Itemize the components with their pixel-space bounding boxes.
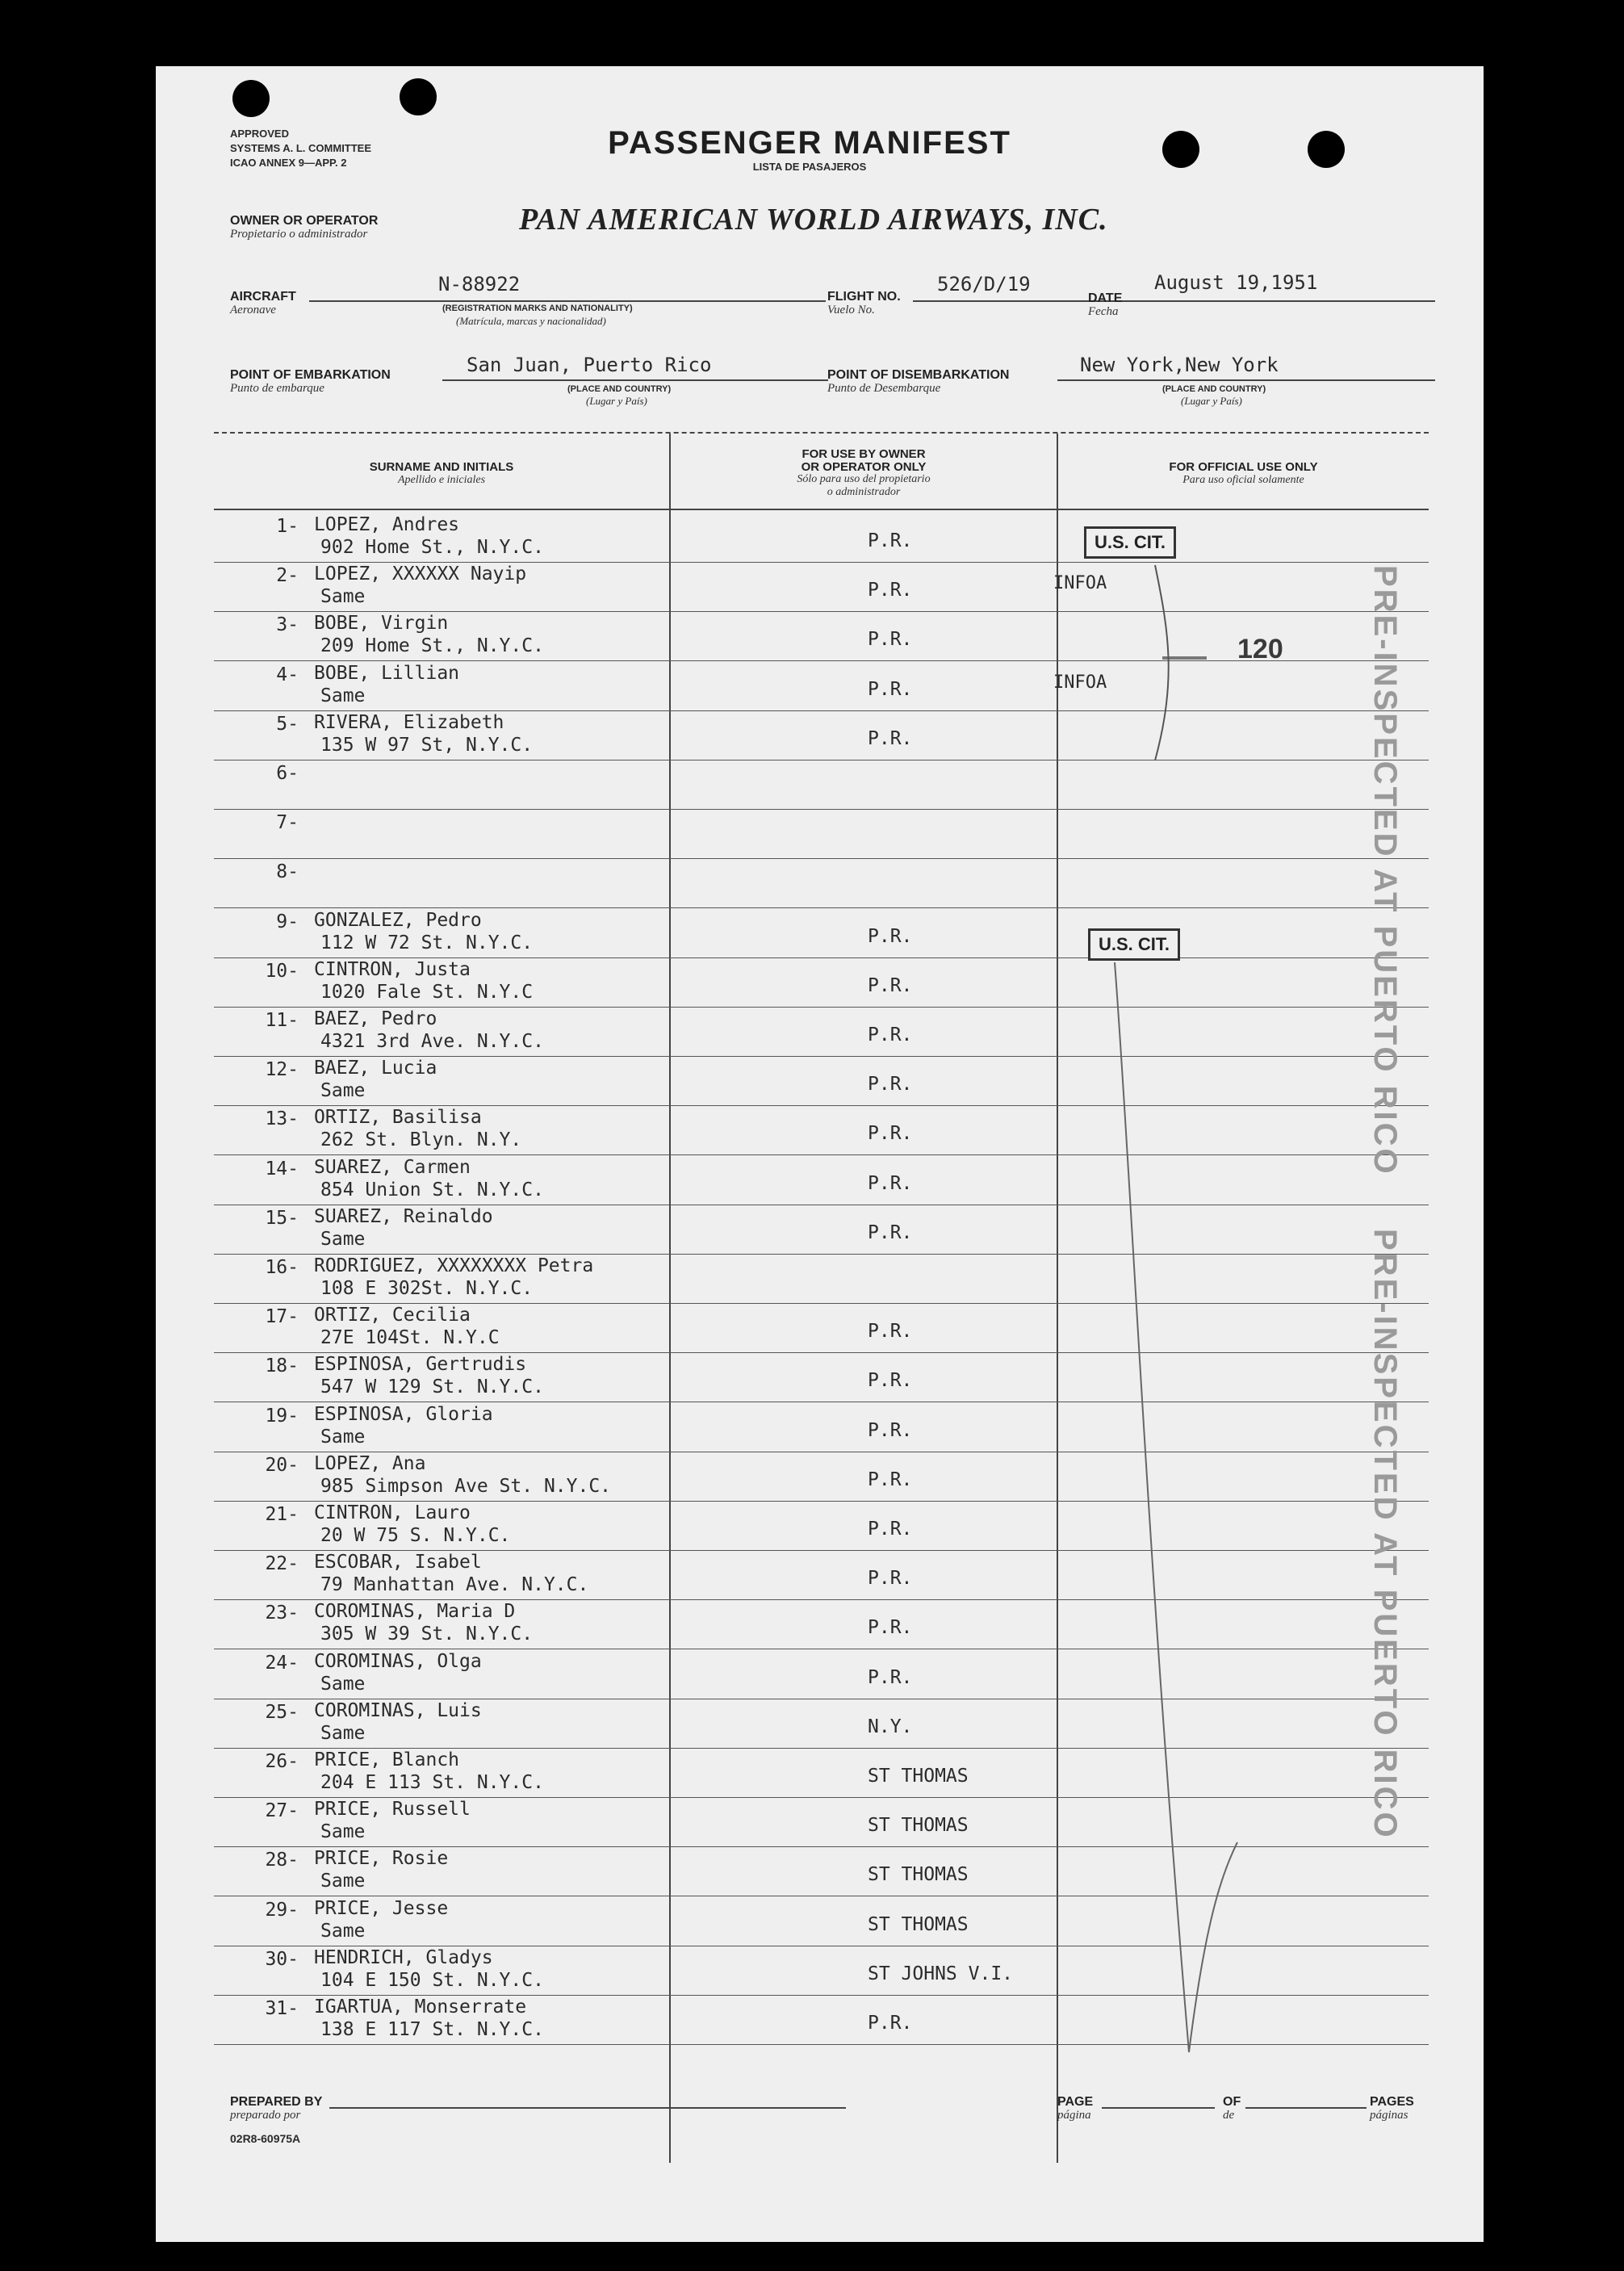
owner-use-entry: P.R. xyxy=(868,1666,913,1688)
passenger-name: CINTRON, Lauro xyxy=(314,1502,471,1523)
passenger-name: ORTIZ, Cecilia xyxy=(314,1305,471,1326)
passenger-name: HENDRICH, Gladys xyxy=(314,1946,493,1968)
disembark-value: New York,New York xyxy=(1080,354,1279,376)
owner-use-entry: ST THOMAS xyxy=(868,1864,969,1886)
embark-place-note: (PLACE AND COUNTRY) xyxy=(567,384,672,394)
disembark-place-note-es: (Lugar y País) xyxy=(1181,395,1242,407)
passenger-name: RODRIGUEZ, XXXXXXXX Petra xyxy=(314,1255,594,1276)
column-header-surname: SURNAME AND INITIALS xyxy=(369,460,514,474)
column-header-surname-es: Apellido e iniciales xyxy=(397,474,486,486)
passenger-address: 305 W 39 St. N.Y.C. xyxy=(320,1624,534,1645)
row-number: 19- xyxy=(265,1405,299,1427)
owner-use-entry: P.R. xyxy=(868,1419,913,1441)
owner-use-entry: P.R. xyxy=(868,727,913,749)
column-header-owner: FOR USE BY OWNER xyxy=(802,447,926,461)
passenger-address: 138 E 117 St. N.Y.C. xyxy=(320,2019,544,2040)
aircraft-label-es: Aeronave xyxy=(230,304,276,316)
row-number: 30- xyxy=(265,1948,299,1970)
owner-use-entry: P.R. xyxy=(868,1123,913,1145)
row-number: 12- xyxy=(265,1059,299,1081)
passenger-name: PRICE, Jesse xyxy=(314,1897,449,1919)
owner-use-entry: P.R. xyxy=(868,1074,913,1096)
passenger-name: LOPEZ, Ana xyxy=(314,1452,426,1474)
aircraft-value: N-88922 xyxy=(438,273,521,295)
row-number: 13- xyxy=(265,1108,299,1130)
passenger-address: 79 Manhattan Ave. N.Y.C. xyxy=(320,1574,589,1596)
passenger-name: COROMINAS, Luis xyxy=(314,1699,482,1721)
owner-use-entry: P.R. xyxy=(868,1370,913,1392)
disembark-label: POINT OF DISEMBARKATION xyxy=(827,368,1010,382)
row-number: 3- xyxy=(276,614,299,636)
row-number: 26- xyxy=(265,1751,299,1772)
passenger-name: SUAREZ, Carmen xyxy=(314,1156,471,1178)
row-number: 29- xyxy=(265,1899,299,1921)
passenger-address: 985 Simpson Ave St. N.Y.C. xyxy=(320,1475,612,1497)
owner-use-entry: P.R. xyxy=(868,1024,913,1045)
owner-use-entry: P.R. xyxy=(868,2013,913,2034)
passenger-address: 104 E 150 St. N.Y.C. xyxy=(320,1969,544,1991)
passenger-address: 547 W 129 St. N.Y.C. xyxy=(320,1376,544,1398)
row-number: 15- xyxy=(265,1207,299,1229)
owner-use-entry: P.R. xyxy=(868,925,913,947)
passenger-address: Same xyxy=(320,1228,366,1250)
page-subtitle: LISTA DE PASAJEROS xyxy=(752,161,867,173)
infant-note: INFOA xyxy=(1053,672,1107,693)
row-number: 10- xyxy=(265,960,299,982)
passenger-address: 135 W 97 St, N.Y.C. xyxy=(320,734,534,756)
passenger-name: CINTRON, Justa xyxy=(314,958,471,980)
row-number: 18- xyxy=(265,1355,299,1377)
owner-use-entry: P.R. xyxy=(868,1519,913,1540)
passenger-address: Same xyxy=(320,1080,366,1102)
row-number: 21- xyxy=(265,1504,299,1525)
page-line xyxy=(1102,2107,1215,2109)
owner-label: OWNER OR OPERATOR xyxy=(230,214,379,228)
count-stamp: 120 xyxy=(1237,634,1283,664)
passenger-name: RIVERA, Elizabeth xyxy=(314,711,504,733)
passenger-address: Same xyxy=(320,586,366,608)
row-number: 17- xyxy=(265,1306,299,1328)
column-header-official: FOR OFFICIAL USE ONLY xyxy=(1169,460,1318,474)
row-number: 22- xyxy=(265,1553,299,1575)
passenger-address: 112 W 72 St. N.Y.C. xyxy=(320,932,534,953)
page-label-es: página xyxy=(1057,2109,1091,2122)
embark-label: POINT OF EMBARKATION xyxy=(230,368,391,382)
form-code: 02R8-60975A xyxy=(230,2132,301,2145)
passenger-address: 27E 104St. N.Y.C xyxy=(320,1327,500,1349)
passenger-address: 902 Home St., N.Y.C. xyxy=(320,537,544,558)
passenger-address: 108 E 302St. N.Y.C. xyxy=(320,1278,534,1299)
row-number: 8- xyxy=(276,861,299,883)
us-citizen-stamp: U.S. CIT. xyxy=(1088,928,1180,961)
owner-use-entry: ST JOHNS V.I. xyxy=(868,1963,1014,1984)
row-number: 4- xyxy=(276,664,299,685)
date-label: DATE xyxy=(1088,291,1123,305)
passenger-name: ESPINOSA, Gertrudis xyxy=(314,1354,527,1376)
page-label: PAGE xyxy=(1057,2095,1094,2109)
of-label-es: de xyxy=(1223,2109,1235,2122)
passenger-name: GONZALEZ, Pedro xyxy=(314,909,482,931)
page-title: PASSENGER MANIFEST xyxy=(608,125,1011,161)
passenger-name: IGARTUA, Monserrate xyxy=(314,1997,527,2018)
prepared-by-label-es: preparado por xyxy=(230,2109,301,2122)
passenger-name: LOPEZ, XXXXXX Nayip xyxy=(314,564,527,585)
prepared-by-label: PREPARED BY xyxy=(230,2095,323,2109)
manifest-sheet xyxy=(156,66,1484,2242)
passenger-name: COROMINAS, Olga xyxy=(314,1650,482,1672)
owner-use-entry: P.R. xyxy=(868,530,913,551)
passenger-name: BOBE, Lillian xyxy=(314,662,460,684)
passenger-address: 262 St. Blyn. N.Y. xyxy=(320,1129,522,1151)
row-number: 28- xyxy=(265,1850,299,1871)
us-citizen-stamp: U.S. CIT. xyxy=(1084,526,1176,559)
passenger-name: COROMINAS, Maria D xyxy=(314,1601,516,1623)
passenger-address: 4321 3rd Ave. N.Y.C. xyxy=(320,1031,544,1052)
passenger-address: 209 Home St., N.Y.C. xyxy=(320,635,544,657)
embark-value: San Juan, Puerto Rico xyxy=(467,354,712,376)
passenger-name: BAEZ, Lucia xyxy=(314,1058,437,1079)
disembark-label-es: Punto de Desembarque xyxy=(827,382,941,395)
pages-label: PAGES xyxy=(1370,2095,1414,2109)
flight-label: FLIGHT NO. xyxy=(827,290,901,304)
owner-use-entry: P.R. xyxy=(868,629,913,651)
owner-value: PAN AMERICAN WORLD AIRWAYS, INC. xyxy=(519,203,1108,237)
owner-use-entry: P.R. xyxy=(868,1568,913,1590)
approval-line: ICAO ANNEX 9—APP. 2 xyxy=(230,157,347,169)
flight-label-es: Vuelo No. xyxy=(827,304,875,316)
owner-use-entry: ST THOMAS xyxy=(868,1815,969,1837)
passenger-name: LOPEZ, Andres xyxy=(314,514,460,535)
pages-label-es: páginas xyxy=(1370,2109,1408,2122)
owner-use-entry: P.R. xyxy=(868,580,913,601)
date-value: August 19,1951 xyxy=(1154,271,1318,294)
row-number: 20- xyxy=(265,1454,299,1476)
column-header-owner-es: o administrador xyxy=(827,486,901,498)
passenger-name: ESPINOSA, Gloria xyxy=(314,1403,493,1425)
passenger-address: Same xyxy=(320,1871,366,1892)
owner-use-entry: P.R. xyxy=(868,1221,913,1243)
passenger-address: 204 E 113 St. N.Y.C. xyxy=(320,1772,544,1793)
passenger-address: Same xyxy=(320,1821,366,1843)
passenger-name: PRICE, Rosie xyxy=(314,1848,449,1870)
owner-use-entry: P.R. xyxy=(868,974,913,996)
infant-note: INFOA xyxy=(1053,573,1107,594)
prepared-by-line xyxy=(329,2107,846,2109)
row-number: 14- xyxy=(265,1158,299,1179)
pencil-strokes xyxy=(156,66,1484,2242)
owner-use-entry: ST THOMAS xyxy=(868,1913,969,1935)
passenger-address: Same xyxy=(320,685,366,706)
aircraft-note: (REGISTRATION MARKS AND NATIONALITY) xyxy=(442,304,633,313)
owner-use-entry: P.R. xyxy=(868,1321,913,1343)
flight-value: 526/D/19 xyxy=(937,273,1031,295)
embark-place-note-es: (Lugar y País) xyxy=(586,395,647,407)
passenger-name: BOBE, Virgin xyxy=(314,613,449,635)
passenger-name: ORTIZ, Basilisa xyxy=(314,1107,482,1129)
passenger-address: 20 W 75 S. N.Y.C. xyxy=(320,1525,511,1546)
passenger-address: 1020 Fale St. N.Y.C xyxy=(320,981,534,1003)
passenger-name: SUAREZ, Reinaldo xyxy=(314,1205,493,1227)
passenger-name: PRICE, Blanch xyxy=(314,1749,460,1770)
passenger-name: BAEZ, Pedro xyxy=(314,1008,437,1029)
row-number: 24- xyxy=(265,1652,299,1674)
row-number: 5- xyxy=(276,713,299,735)
owner-use-entry: P.R. xyxy=(868,1172,913,1194)
row-number: 1- xyxy=(276,516,299,537)
owner-use-entry: P.R. xyxy=(868,678,913,700)
owner-use-entry: ST THOMAS xyxy=(868,1766,969,1787)
passenger-address: Same xyxy=(320,1426,366,1448)
pre-inspected-stamp: PRE-INSPECTED AT PUERTO RICO xyxy=(1367,565,1403,1176)
owner-use-entry: N.Y. xyxy=(868,1716,913,1737)
owner-label-es: Propietario o administrador xyxy=(230,228,368,241)
row-number: 25- xyxy=(265,1701,299,1723)
aircraft-label: AIRCRAFT xyxy=(230,290,296,304)
date-label-es: Fecha xyxy=(1088,305,1119,318)
row-number: 2- xyxy=(276,565,299,587)
of-line xyxy=(1245,2107,1367,2109)
embark-label-es: Punto de embarque xyxy=(230,382,324,395)
row-number: 9- xyxy=(276,911,299,932)
passenger-address: Same xyxy=(320,1722,366,1744)
column-header-owner-es: Sólo para uso del propietario xyxy=(797,473,931,485)
column-header-owner: OR OPERATOR ONLY xyxy=(801,460,927,474)
row-number: 31- xyxy=(265,1998,299,2019)
row-number: 16- xyxy=(265,1257,299,1278)
row-number: 6- xyxy=(276,763,299,784)
passenger-address: 854 Union St. N.Y.C. xyxy=(320,1179,544,1200)
passenger-name: PRICE, Russell xyxy=(314,1799,471,1821)
passenger-address: Same xyxy=(320,1920,366,1942)
approval-line: SYSTEMS A. L. COMMITTEE xyxy=(230,142,372,154)
owner-use-entry: P.R. xyxy=(868,1617,913,1639)
approval-line: APPROVED xyxy=(230,128,289,140)
column-header-official-es: Para uso oficial solamente xyxy=(1182,474,1304,486)
aircraft-note-es: (Matrícula, marcas y nacionalidad) xyxy=(456,315,606,327)
passenger-address: Same xyxy=(320,1673,366,1695)
row-number: 7- xyxy=(276,812,299,834)
of-label: OF xyxy=(1223,2095,1241,2109)
pre-inspected-stamp: PRE-INSPECTED AT PUERTO RICO xyxy=(1367,1229,1403,1840)
disembark-place-note: (PLACE AND COUNTRY) xyxy=(1162,384,1266,394)
row-number: 27- xyxy=(265,1800,299,1822)
owner-use-entry: P.R. xyxy=(868,1469,913,1490)
passenger-name: ESCOBAR, Isabel xyxy=(314,1552,482,1573)
row-number: 23- xyxy=(265,1603,299,1624)
row-number: 11- xyxy=(265,1010,299,1031)
